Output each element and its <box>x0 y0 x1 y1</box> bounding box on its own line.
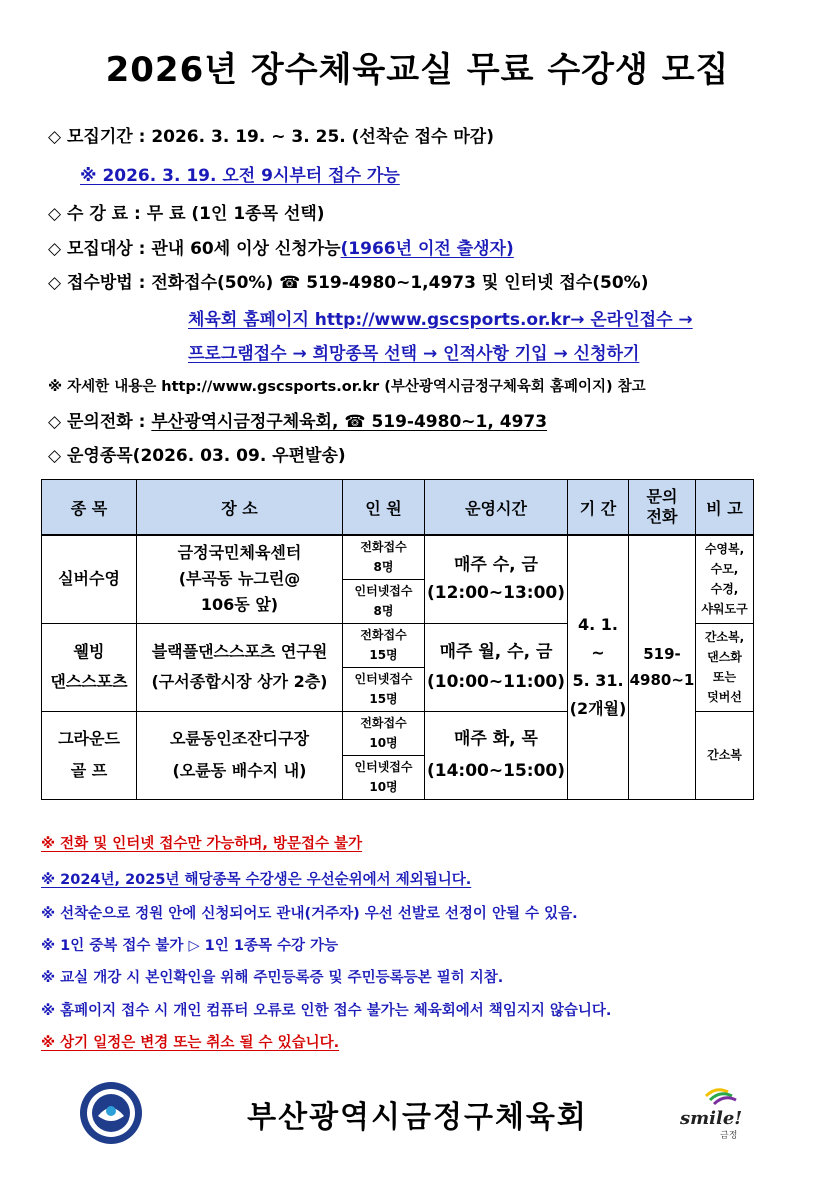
details-line: ※ 자세한 내용은 http://www.gscsports.or.kr (부산광역시금정구체육회 홈페이지) 참고 <box>48 379 646 395</box>
smile-logo-icon <box>676 1082 756 1142</box>
header-capacity: 인 원 <box>343 480 425 536</box>
target-note: (1966년 이전 출생자) <box>340 239 514 259</box>
row-place: 블랙풀댄스스포츠 연구원 (구서종합시장 상가 2층) <box>137 623 343 711</box>
smile-text: smile! <box>680 1108 743 1129</box>
note-item: ※ 선착순으로 정원 안에 신청되어도 관내(거주자) 우선 선발로 선정이 안될 수 있음. <box>41 906 578 922</box>
recruit-period: ◇ 모집기간 : 2026. 3. 19. ~ 3. 25. (선착순 접수 마감) <box>48 127 494 147</box>
organization-name: 부산광역시금정구체육회 <box>247 1100 588 1135</box>
row-place: 금정국민체육센터 (부곡동 뉴그린@ 106동 앞) <box>137 535 343 623</box>
row-name: 실버수영 <box>42 535 137 623</box>
row-name: 웰빙 댄스스포츠 <box>42 623 137 711</box>
web-count: 10명 <box>369 780 398 794</box>
period-note: ※ 2026. 3. 19. 오전 9시부터 접수 가능 <box>80 166 400 186</box>
row-time: 매주 월, 수, 금 (10:00~11:00) <box>425 623 568 711</box>
header-place: 장 소 <box>137 480 343 536</box>
note-item: ※ 2024년, 2025년 해당종목 수강생은 우선순위에서 제외됩니다. <box>41 872 472 888</box>
web-capacity <box>343 579 425 623</box>
target-line <box>48 234 514 259</box>
target-prefix: ◇ 모집대상 : 관내 60세 이상 신청가능 <box>48 239 341 259</box>
page-title: 2026년 장수체육교실 무료 수강생 모집 <box>105 50 730 90</box>
phone-capacity <box>343 623 425 667</box>
schedule-table <box>41 479 754 800</box>
note-item: ※ 상기 일정은 변경 또는 취소 될 수 있습니다. <box>41 1035 340 1051</box>
row-note: 간소복, 댄스화 또는 덧버선 <box>696 623 754 711</box>
contact-line <box>48 407 547 432</box>
phone-label: 전화접수 <box>360 540 407 555</box>
web-count: 8명 <box>373 604 394 618</box>
web-label: 인터넷접수 <box>354 672 413 686</box>
smile-logo <box>676 1082 756 1142</box>
header-period: 기 간 <box>568 480 629 536</box>
note-item: ※ 홈페이지 접수 시 개인 컴퓨터 오류로 인한 접수 불가는 체육회에서 책임지지 않습니다. <box>41 1003 612 1019</box>
row-name: 그라운드 골 프 <box>42 711 137 799</box>
contact-value: 부산광역시금정구체육회, ☎ 519-4980~1, 4973 <box>151 412 548 432</box>
table-header-row <box>42 480 754 536</box>
note-item: ※ 1인 중복 접수 불가 ▷ 1인 1종목 수강 가능 <box>41 938 339 954</box>
web-capacity <box>343 755 425 799</box>
header-contact: 문의 전화 <box>629 480 696 536</box>
phone-capacity <box>343 711 425 755</box>
fee-line: ◇ 수 강 료 : 무 료 (1인 1종목 선택) <box>48 204 325 224</box>
phone-label: 전화접수 <box>360 716 407 730</box>
web-capacity <box>343 667 425 711</box>
phone-label: 전화접수 <box>360 628 407 642</box>
row-note: 간소복 <box>696 711 754 799</box>
row-time: 매주 수, 금 (12:00~13:00) <box>425 535 568 623</box>
phone-count: 15명 <box>369 648 398 662</box>
header-note: 비 고 <box>696 480 754 536</box>
row-note: 수영복, 수모, 수경, 샤워도구 <box>696 535 754 623</box>
header-item: 종 목 <box>42 480 137 536</box>
web-count: 15명 <box>369 692 398 706</box>
header-time: 운영시간 <box>425 480 568 536</box>
note-item: ※ 전화 및 인터넷 접수만 가능하며, 방문접수 불가 <box>41 836 363 852</box>
note-item: ※ 교실 개강 시 본인확인을 위해 주민등록증 및 주민등록등본 필히 지참. <box>41 970 504 986</box>
row-place: 오륜동인조잔디구장 (오륜동 배수지 내) <box>137 711 343 799</box>
method-web-step1[interactable]: 체육회 홈페이지 http://www.gscsports.or.kr→ 온라인접수 → <box>188 310 693 330</box>
method-web-step2: 프로그램접수 → 희망종목 선택 → 인적사항 기입 → 신청하기 <box>188 344 640 364</box>
web-label: 인터넷접수 <box>354 760 413 774</box>
table-row <box>42 535 754 579</box>
phone-count: 10명 <box>369 736 398 750</box>
smile-sub: 금정 <box>720 1131 738 1141</box>
web-label: 인터넷접수 <box>354 584 413 598</box>
program-contact: 519- 4980~1 <box>629 535 696 799</box>
method-line: ◇ 접수방법 : 전화접수(50%) ☎ 519-4980~1,4973 및 인터넷 접수(50%) <box>48 273 649 293</box>
phone-count: 8명 <box>373 560 394 575</box>
programs-line: ◇ 운영종목(2026. 03. 09. 우편발송) <box>48 446 346 466</box>
contact-prefix: ◇ 문의전화 : <box>48 412 152 432</box>
program-period: 4. 1. ~ 5. 31. (2개월) <box>568 535 629 799</box>
row-time: 매주 화, 목 (14:00~15:00) <box>425 711 568 799</box>
phone-capacity <box>343 535 425 579</box>
